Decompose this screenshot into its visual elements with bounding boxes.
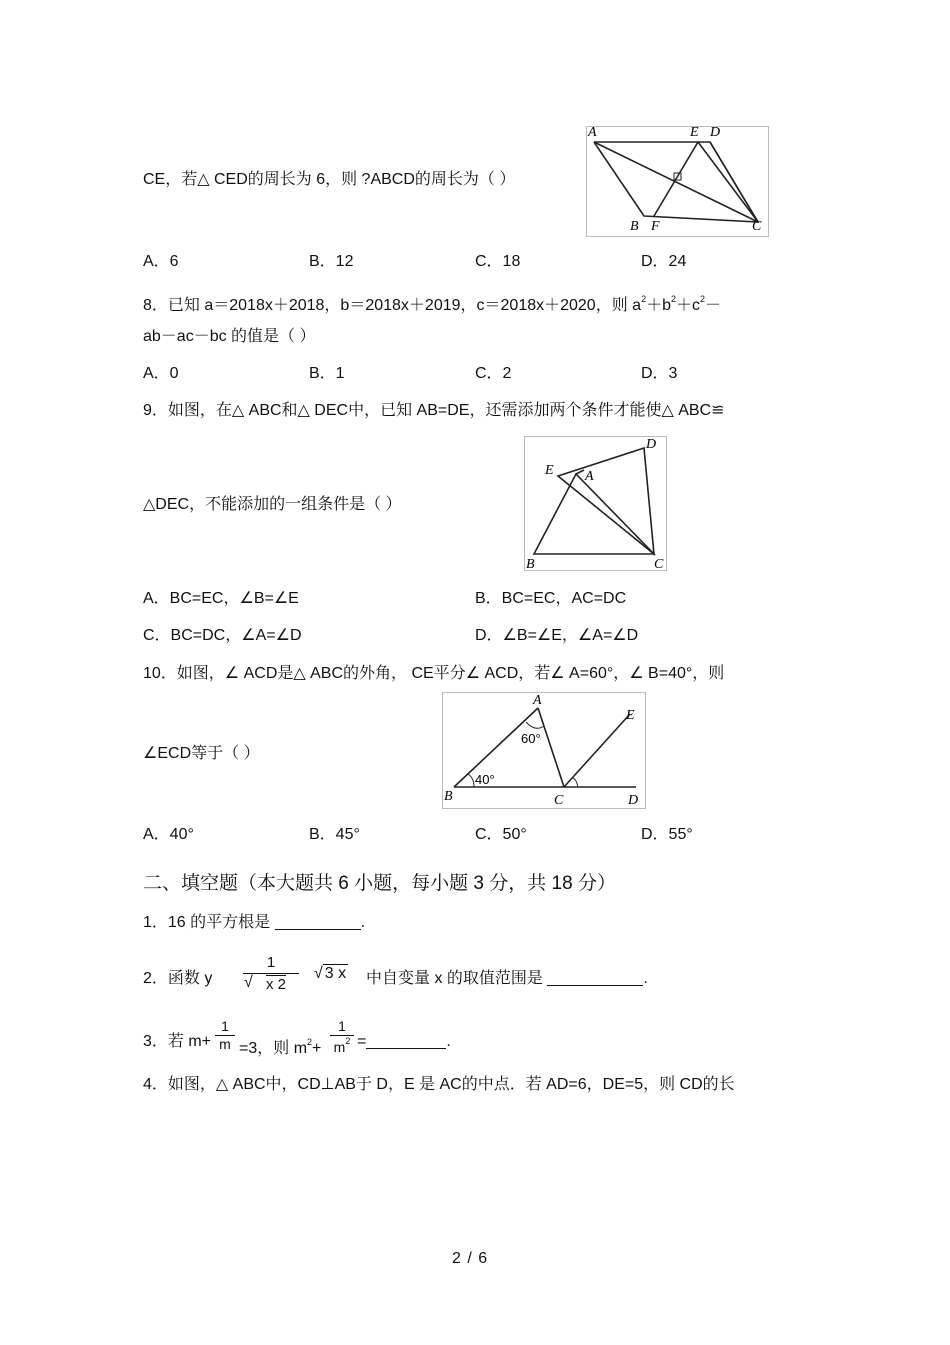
q10-angle-b-label: 40° [475,772,495,787]
q10-option-a: A．40° [143,826,194,843]
q8-text-c: ＋c [676,297,701,314]
q9-label-d: D [646,437,657,452]
q8-option-c: C．2 [475,365,512,382]
q8-line2: ab－ac－bc 的值是（ ） [143,328,316,345]
fill3-frac2-den-wrap [330,1035,354,1055]
fill4-line: 4．如图，△ ABC中，CD⊥AB于 D，E 是 AC的中点．若 AD=6，DE=5，则 CD的长 [143,1076,735,1093]
q10-angle-a-label: 60° [521,731,541,746]
fill3-frac2-num: 1 [338,1018,346,1034]
fill3-frac1-num: 1 [221,1018,229,1034]
q7-label-b: B [630,219,639,234]
fill2-frac-num: 1 [266,954,276,971]
q9-option-d: D．∠B=∠E，∠A=∠D [475,627,639,644]
fill2-sqrt-sign-icon: √ [244,974,253,991]
fill3-frac2-den: m [333,1039,346,1055]
fill3-answer-blank [366,1032,446,1049]
q9-option-b: B．BC=EC，AC=DC [475,590,627,607]
q8-sup-c: 2 [700,294,706,304]
q10-option-c: C．50° [475,826,527,843]
fill3-suffix [357,1032,451,1052]
q7-option-d: D．24 [641,253,687,270]
fill1-text: 1．16 的平方根是 [143,914,271,931]
q10-label-c: C [554,793,564,808]
q7-label-d: D [710,126,721,140]
q8-text-b: ＋b [646,297,671,314]
fill2-text-b: 中自变量 x 的取值范围是 [366,970,543,987]
page-number: 2 / 6 [452,1250,489,1267]
q7-option-a: A．6 [143,253,179,270]
q10-exterior-angle-figure [442,692,647,810]
fill1-line [143,913,365,933]
section-2-title: 二、填空题（本大题共 6 小题，每小题 3 分，共 18 分） [143,873,616,894]
fill2-sqrt-icon: √ [314,965,323,982]
q9-label-a: A [585,469,594,484]
q8-text-a: 8．已知 a＝2018x＋2018，b＝2018x＋2019，c＝2018x＋2020，则 a [143,297,642,314]
q7-stem: CE，若△ CED的周长为 6，则 ?ABCD的周长为（ ） [143,171,516,188]
fill3-frac1-den: m [215,1035,235,1052]
q8-text-d: － [705,297,722,314]
fill2-frac-den-wrap [243,973,299,993]
q10-line1: 10．如图，∠ ACD是△ ABC的外角， CE平分∠ ACD，若∠ A=60°，∠ B=40°，则 [143,665,725,682]
q9-option-a: A．BC=EC，∠B=∠E [143,590,299,607]
fill1-answer-blank [275,913,361,930]
q8-option-b: B．1 [309,365,345,382]
q10-option-b: B．45° [309,826,360,843]
fill3-prefix: 3．若 m+ [143,1033,212,1050]
fill3-fraction-2 [330,1018,354,1055]
q7-label-a: A [588,126,597,140]
fill2-period: . [643,970,648,987]
fill3-text-c: + [312,1040,322,1057]
fill2-suffix [366,969,648,989]
q10-label-b: B [444,789,453,804]
q7-label-c: C [752,219,762,234]
fill3-sup: 2 [307,1037,313,1047]
q10-option-d: D．55° [641,826,693,843]
q8-option-a: A．0 [143,365,179,382]
q9-label-c: C [654,557,664,572]
fill2-answer-blank [547,969,643,986]
q9-line1: 9．如图，在△ ABC和△ DEC中，已知 AB=DE，还需添加两个条件才能使△ ABC≌ [143,402,725,419]
q7-label-f: F [651,219,660,234]
fill3-middle [239,1032,321,1059]
q9-option-c: C．BC=DC，∠A=∠D [143,627,302,644]
fill3-fraction-1 [215,1018,235,1052]
q7-option-b: B．12 [309,253,354,270]
q10-line2: ∠ECD等于（ ） [143,745,260,762]
fill3-text-b: =3，则 m [239,1040,308,1057]
q9-label-e: E [545,463,554,478]
fill3-period: . [446,1033,451,1050]
q8-sup-a: 2 [641,294,647,304]
q7-label-e: E [690,126,699,140]
q7-option-c: C．18 [475,253,521,270]
fill2-prefix: 2．函数 y [143,970,213,987]
fill3-text-d: = [357,1033,367,1050]
q8-sup-b: 2 [670,294,676,304]
q7-parallelogram-figure [586,126,770,238]
fill2-fraction [243,954,299,993]
q8-line1 [143,289,721,316]
fill3-frac2-sup: 2 [345,1036,351,1046]
fill2-sqrt [314,964,348,984]
q9-line2: △DEC，不能添加的一组条件是（ ） [143,496,402,513]
q9-label-b: B [526,557,535,572]
fill2-frac-den: x 2 [265,976,286,993]
q10-label-d: D [628,793,639,808]
q10-label-a: A [533,693,542,708]
q10-label-e: E [626,708,635,723]
fill1-period: . [360,914,366,931]
q9-triangles-figure [524,436,668,572]
q8-option-d: D．3 [641,365,678,382]
fill2-sqrt-text: 3 x [324,965,347,982]
